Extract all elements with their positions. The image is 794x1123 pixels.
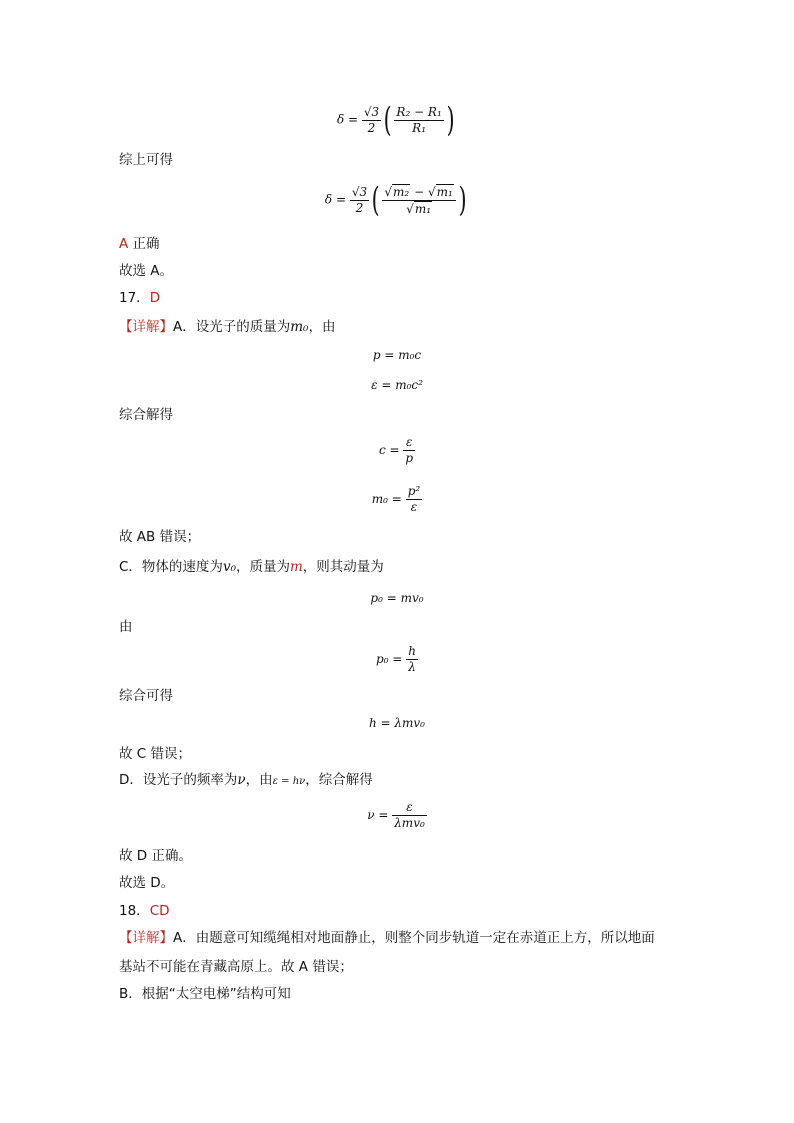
text-select-a: 故选 A。 — [119, 263, 174, 279]
right-paren: ) — [446, 100, 455, 140]
equation-nu: ν = $\frac{\varepsilon}{\text{λmv₀}}$ — [367, 800, 425, 830]
text-zonghe-1: 综合解得 — [119, 407, 173, 423]
eq-coef: $\frac{√3}{2}$ — [351, 184, 368, 215]
question-18-header: 18．CD — [119, 903, 170, 919]
equation-delta-m: δ = $\frac{√3}{2}$ ( $\frac{\text{√m₂ − √m₁}}{\text{√m₁}}$ ) — [324, 180, 467, 220]
right-paren: ) — [458, 180, 467, 220]
left-paren: ( — [371, 180, 380, 220]
text-c-wrong: 故 C 错误； — [119, 746, 192, 762]
eq-main-fraction: $\frac{\text{R₂ − R₁}}{\text{R₁}}$ — [396, 104, 442, 135]
question-17-header: 17．D — [119, 290, 161, 306]
equation-p: p = m₀c — [372, 348, 422, 362]
text-d-line: D．设光子的频率为ν，由ε = hν，综合解得 — [119, 772, 373, 788]
equation-e: ε = m₀c² — [371, 378, 423, 392]
question-18-line-3: B．根据“太空电梯”结构可知 — [119, 986, 291, 1002]
text-c-line: C．物体的速度为v₀，质量为m，则其动量为 — [119, 559, 384, 575]
question-18-line-2: 基站不可能在青藏高原上。故 A 错误； — [119, 959, 353, 975]
text-a-correct: A 正确 — [119, 236, 160, 252]
equation-h: h = λmv₀ — [369, 716, 425, 730]
text-select-d: 故选 D。 — [119, 875, 175, 891]
equation-p0-h: p₀ = $\frac{h}{\lambda}$ — [376, 644, 416, 674]
text-zongshang: 综上可得 — [119, 152, 173, 168]
text-ab-wrong: 故 AB 错误； — [119, 529, 201, 545]
eq-lhs: δ = — [336, 112, 359, 127]
eq-main-fraction: $\frac{\text{√m₂ − √m₁}}{\text{√m₁}}$ — [382, 184, 455, 217]
question-18-detail: 【详解】A．由题意可知缆绳相对地面静止，则整个同步轨道一定在赤道正上方，所以地面 — [119, 930, 655, 946]
question-17-detail: 【详解】A．设光子的质量为m₀，由 — [119, 319, 336, 335]
left-paren: ( — [383, 100, 392, 140]
equation-p0: p₀ = mv₀ — [370, 591, 424, 605]
equation-m0: m₀ = $\frac{\text{p²}}{\varepsilon}$ — [371, 484, 421, 514]
text-d-correct: 故 D 正确。 — [119, 848, 192, 864]
text-you: 由 — [119, 619, 133, 635]
eq-coef: $\frac{√3}{2}$ — [363, 104, 380, 135]
text-zonghe-2: 综合可得 — [119, 688, 173, 704]
equation-delta-r — [0, 100, 794, 140]
equation-c: c = $\frac{\varepsilon}{p}$ — [378, 435, 414, 465]
